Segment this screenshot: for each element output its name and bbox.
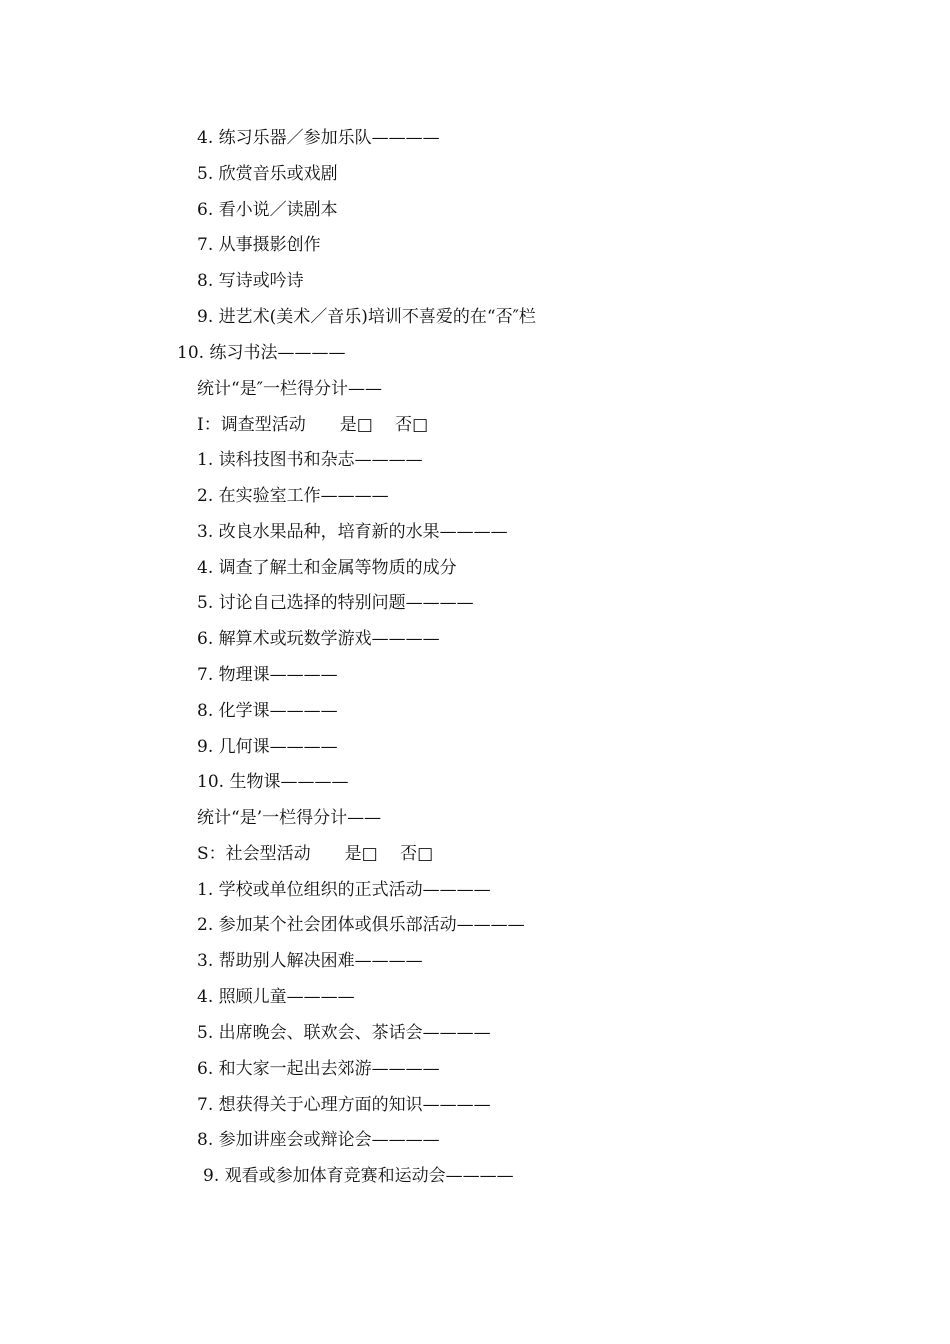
list-item: 3. 帮助别人解决困难———— (197, 951, 423, 971)
list-item: 8. 写诗或吟诗 (197, 271, 304, 291)
list-item: 4. 练习乐器／参加乐队———— (197, 128, 440, 148)
score-summary-line: 统计“是’一栏得分计—— (197, 808, 382, 828)
list-item: 7. 想获得关于心理方面的知识———— (197, 1095, 491, 1115)
section-heading-investigative: I：调查型活动 是□ 否□ (197, 415, 429, 435)
list-item: 10. 生物课———— (197, 772, 349, 792)
section-heading-social: S：社会型活动 是□ 否□ (197, 844, 434, 864)
list-item: 1. 读科技图书和杂志———— (197, 450, 423, 470)
list-item: 5. 出席晚会、联欢会、茶话会———— (197, 1023, 491, 1043)
list-item: 7. 物理课———— (197, 665, 338, 685)
list-item: 6. 看小说／读剧本 (197, 200, 338, 220)
list-item: 10. 练习书法———— (177, 343, 346, 363)
list-item: 7. 从事摄影创作 (197, 235, 321, 255)
list-item: 6. 和大家一起出去郊游———— (197, 1059, 440, 1079)
list-item: 2. 参加某个社会团体或俱乐部活动———— (197, 915, 525, 935)
score-summary-line: 统计“是″一栏得分计—— (197, 379, 383, 399)
list-item: 9. 观看或参加体育竞赛和运动会———— (203, 1166, 514, 1186)
list-item: 8. 化学课———— (197, 701, 338, 721)
list-item: 4. 照顾儿童———— (197, 987, 355, 1007)
list-item: 2. 在实验室工作———— (197, 486, 389, 506)
list-item: 8. 参加讲座会或辩论会———— (197, 1130, 440, 1150)
list-item: 5. 讨论自己选择的特别问题———— (197, 593, 474, 613)
list-item: 9. 进艺术(美术／音乐)培训不喜爱的在“否″栏 (197, 307, 536, 327)
list-item: 6. 解算术或玩数学游戏———— (197, 629, 440, 649)
list-item: 4. 调查了解土和金属等物质的成分 (197, 558, 457, 578)
list-item: 9. 几何课———— (197, 737, 338, 757)
list-item: 3. 改良水果品种，培育新的水果———— (197, 522, 508, 542)
list-item: 1. 学校或单位组织的正式活动———— (197, 880, 491, 900)
list-item: 5. 欣赏音乐或戏剧 (197, 164, 338, 184)
